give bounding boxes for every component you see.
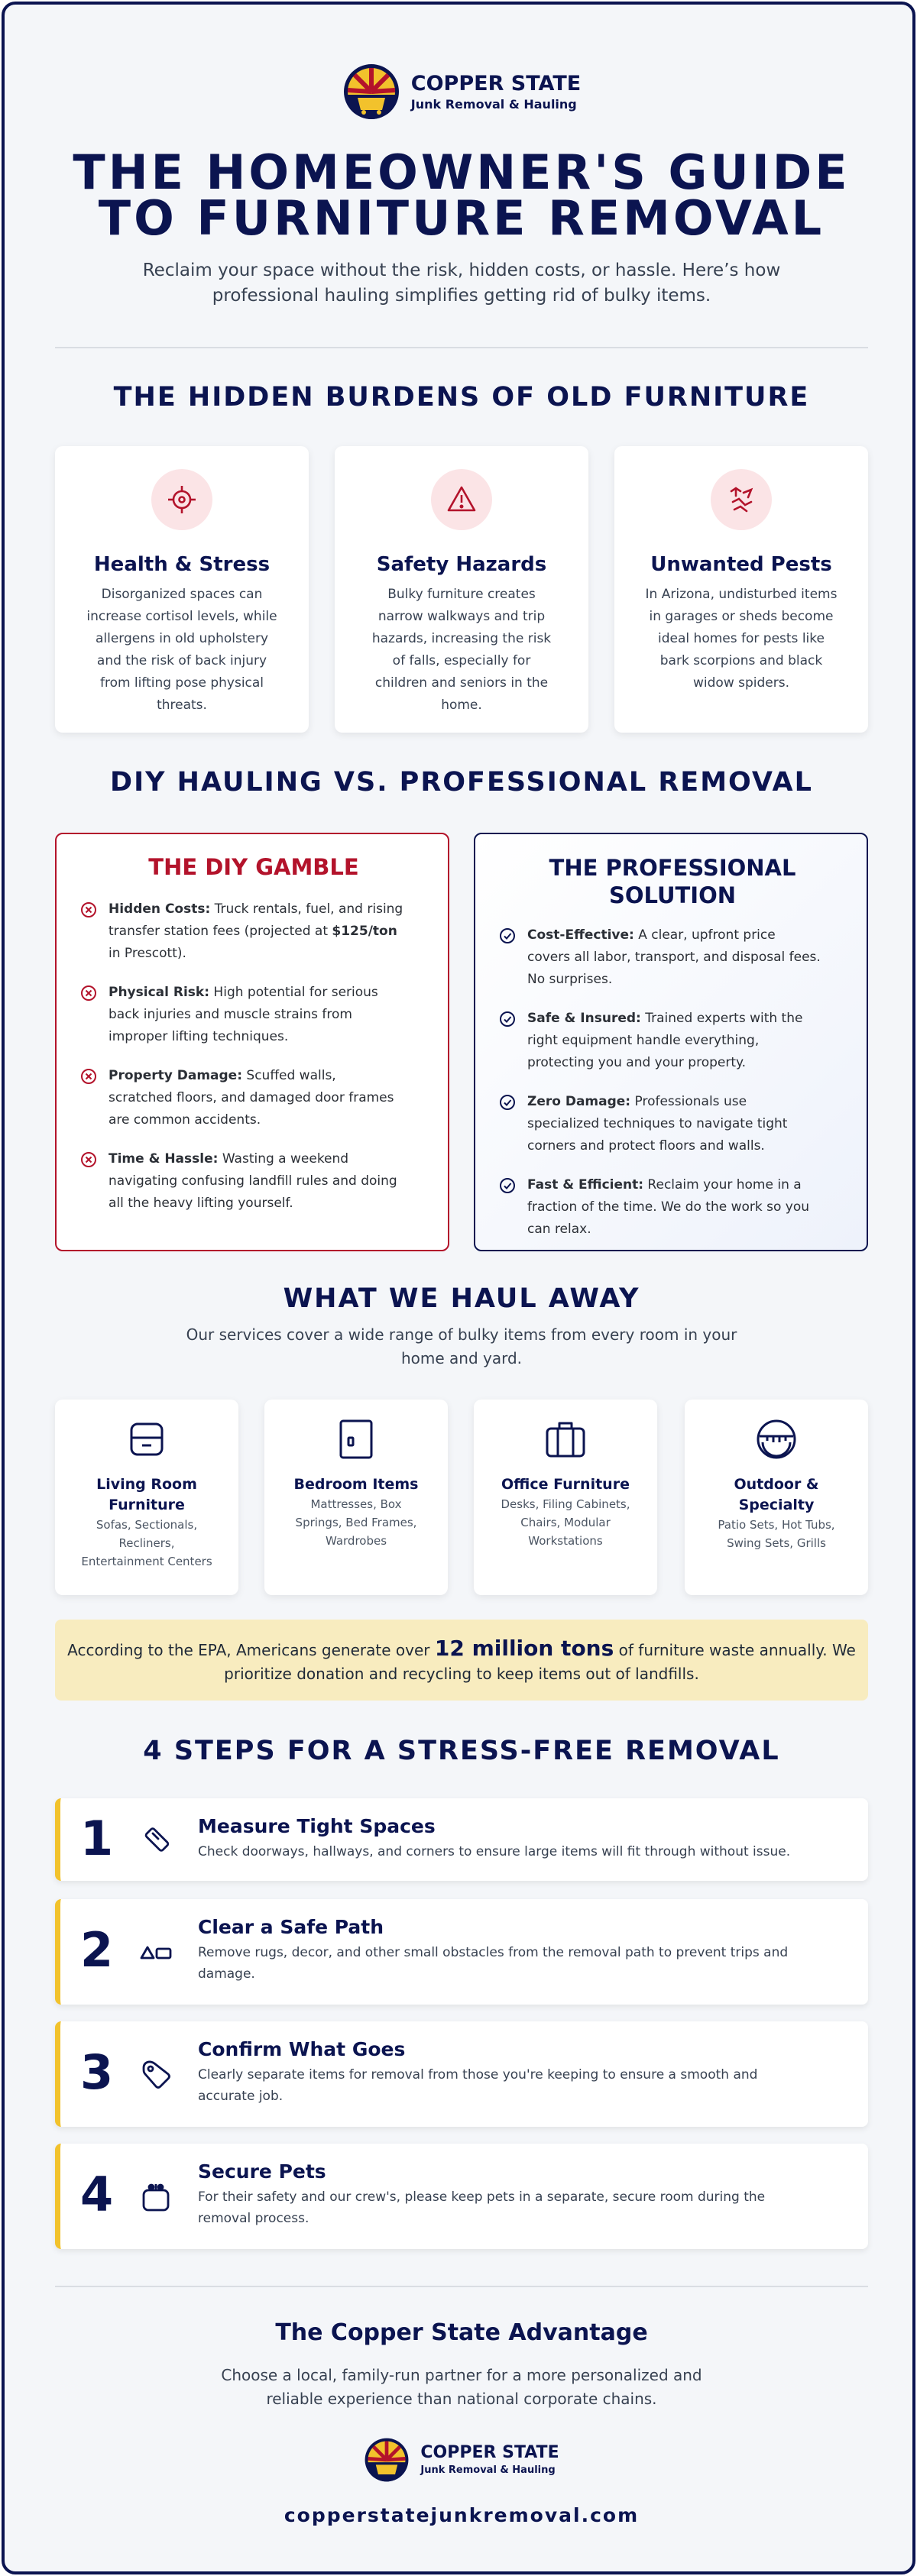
step-desc-line: Remove rugs, decor, and other small obstacles from the removal path to prevent trips and xyxy=(198,1945,789,1960)
footer-heading: The Copper State Advantage xyxy=(275,2319,648,2346)
burden-desc-line: of falls, especially for xyxy=(392,653,531,668)
haul-desc-line: Patio Sets, Hot Tubs, xyxy=(718,1518,835,1532)
epa-line1 xyxy=(55,1636,868,1662)
brand-name: COPPER STATE xyxy=(420,2443,559,2462)
comparison-heading: DIY HAULING VS. PROFESSIONAL REMOVAL xyxy=(110,767,813,798)
haul-desc-line: Swing Sets, Grills xyxy=(727,1536,826,1550)
step-card-1 xyxy=(55,1798,868,1881)
item-text: Wasting a weekend xyxy=(218,1151,349,1167)
footer-text-line: Choose a local, family-run partner for a more personalized and xyxy=(221,2366,702,2384)
item-text: fraction of the time. We do the work so you xyxy=(527,1199,810,1215)
burden-desc xyxy=(55,584,309,717)
burden-desc-line: in garages or sheds become xyxy=(649,609,834,624)
diy-list-item xyxy=(79,982,428,1048)
burdens-heading: THE HIDDEN BURDENS OF OLD FURNITURE xyxy=(113,382,810,413)
step-desc-line: damage. xyxy=(198,1966,255,1982)
burden-card-pests xyxy=(614,446,868,733)
page-title-line1: THE HOMEOWNER'S GUIDE xyxy=(73,144,851,200)
step-number: 2 xyxy=(80,1922,114,1978)
pro-list-item xyxy=(498,1091,847,1157)
haul-desc-line: Sofas, Sectionals, xyxy=(96,1518,198,1532)
hot-tub-icon xyxy=(755,1418,798,1461)
burden-title: Unwanted Pests xyxy=(650,553,832,576)
burden-desc-line: and the risk of back injury xyxy=(96,653,267,668)
haul-item-desc xyxy=(474,1495,657,1550)
x-circle-icon xyxy=(79,901,98,919)
check-circle-icon xyxy=(498,1010,517,1028)
diy-list xyxy=(79,898,428,1215)
pro-list xyxy=(498,924,847,1241)
item-text: High potential for serious xyxy=(209,985,378,1000)
burden-desc-line: increase cortisol levels, while xyxy=(86,609,277,624)
haul-item-title xyxy=(55,1474,238,1516)
burden-desc-line: hazards, increasing the risk xyxy=(371,631,552,646)
step-card-3 xyxy=(55,2021,868,2127)
step-title: Secure Pets xyxy=(198,2160,326,2183)
haul-title-line: Bedroom Items xyxy=(293,1476,419,1493)
item-label: Safe & Insured: xyxy=(527,1011,641,1026)
item-text: right equipment handle everything, xyxy=(527,1033,760,1048)
burden-card-health xyxy=(55,446,309,733)
item-text: Truck rentals, fuel, and rising xyxy=(210,901,403,917)
brand-name: COPPER STATE xyxy=(410,71,582,95)
haul-desc-line: Workstations xyxy=(528,1534,603,1548)
haul-subtitle-line1: Our services cover a wide range of bulky items from every room in your xyxy=(186,1325,737,1344)
burden-desc-line: threats. xyxy=(157,697,207,713)
step-title: Confirm What Goes xyxy=(198,2038,406,2060)
step-number: 1 xyxy=(80,1811,114,1866)
page-title-line2: TO FURNITURE REMOVAL xyxy=(98,190,825,246)
haul-item-title xyxy=(474,1474,657,1495)
diy-panel xyxy=(55,833,449,1251)
page-title xyxy=(55,144,868,246)
step-desc-line: For their safety and our crew's, please keep pets in a separate, secure room during the xyxy=(198,2189,766,2205)
step-desc xyxy=(198,1841,838,1862)
step-desc xyxy=(198,2186,838,2229)
item-text: Scuffed walls, xyxy=(242,1068,336,1083)
item-text: protecting you and your property. xyxy=(527,1055,747,1070)
haul-item-living-room xyxy=(55,1400,238,1595)
item-text: covers all labor, transport, and disposal fees. xyxy=(527,950,821,965)
brand-tagline: Junk Removal & Hauling xyxy=(410,96,577,112)
burden-desc-line: In Arizona, undisturbed items xyxy=(645,587,838,602)
haul-desc-line: Wardrobes xyxy=(325,1534,387,1548)
check-circle-icon xyxy=(498,1176,517,1195)
item-text: Professionals use xyxy=(630,1094,747,1109)
dresser-icon xyxy=(335,1418,377,1461)
item-label: Hidden Costs: xyxy=(109,901,211,917)
haul-title-line: Outdoor & xyxy=(734,1476,819,1493)
check-circle-icon xyxy=(498,1093,517,1112)
epa-highlight: 12 million tons xyxy=(434,1636,614,1661)
item-text: Reclaim your home in a xyxy=(643,1177,802,1193)
x-circle-icon xyxy=(79,1150,98,1169)
item-text: navigating confusing landfill rules and doing xyxy=(109,1173,397,1189)
haul-desc-line: Entertainment Centers xyxy=(81,1555,212,1568)
burden-title: Safety Hazards xyxy=(376,553,547,576)
item-text: can relax. xyxy=(527,1222,591,1237)
haul-desc-line: Mattresses, Box xyxy=(310,1497,402,1511)
burden-desc-line: narrow walkways and trip xyxy=(377,609,546,624)
item-text: scratched floors, and damaged door frames xyxy=(109,1090,394,1105)
footer-text xyxy=(55,2364,868,2411)
haul-desc-line: Desks, Filing Cabinets, xyxy=(501,1497,630,1511)
step-desc-line: removal process. xyxy=(198,2211,309,2226)
item-text: Trained experts with the xyxy=(640,1011,803,1026)
step-desc xyxy=(198,2064,838,2107)
burden-desc-line: Bulky furniture creates xyxy=(387,587,536,602)
burden-desc-line: children and seniors in the xyxy=(374,675,549,691)
pro-title-line1: THE PROFESSIONAL xyxy=(549,855,796,881)
item-text: all the heavy lifting yourself. xyxy=(109,1196,293,1211)
pro-list-item xyxy=(498,1174,847,1241)
burden-desc xyxy=(335,584,588,717)
haul-subtitle-line2: home and yard. xyxy=(400,1349,523,1367)
item-emphasis: $125/ton xyxy=(332,924,397,939)
burden-card-safety xyxy=(335,446,588,733)
haul-desc-line: Recliners, xyxy=(118,1536,175,1550)
shapes-icon xyxy=(137,1933,175,1971)
item-text: corners and protect floors and walls. xyxy=(527,1138,765,1154)
step-desc xyxy=(198,1942,838,1985)
step-desc-line: Check doorways, hallways, and corners to ensure large items will fit through without issue. xyxy=(198,1844,791,1859)
footer-text-line: reliable experience than national corporate chains. xyxy=(266,2390,657,2408)
step-desc-line: Clearly separate items for removal from those you're keeping to ensure a smooth and xyxy=(198,2067,758,2082)
footer-logo xyxy=(55,2437,868,2483)
pro-list-item xyxy=(498,1008,847,1074)
item-label: Cost-Effective: xyxy=(527,927,634,943)
burden-desc xyxy=(614,584,868,694)
haul-item-title xyxy=(264,1474,448,1495)
step-number: 4 xyxy=(80,2167,114,2222)
diy-list-item xyxy=(79,1148,428,1215)
footer-divider xyxy=(55,2286,868,2287)
burden-title: Health & Stress xyxy=(93,553,271,576)
haul-title-line: Office Furniture xyxy=(501,1476,630,1493)
copper-state-logo-icon xyxy=(342,63,400,121)
haul-title-line: Living Room xyxy=(96,1476,197,1493)
pro-panel xyxy=(474,833,868,1251)
item-text: back injuries and muscle strains from xyxy=(109,1007,352,1022)
step-title: Clear a Safe Path xyxy=(198,1916,384,1938)
burden-desc-line: ideal homes for pests like xyxy=(658,631,825,646)
burden-desc-line: allergens in old upholstery xyxy=(95,631,268,646)
haul-title-line: Specialty xyxy=(738,1497,815,1513)
step-desc-line: accurate job. xyxy=(198,2089,284,2104)
item-text: specialized techniques to navigate tight xyxy=(527,1116,788,1131)
item-label: Zero Damage: xyxy=(527,1094,631,1109)
pet-carrier-icon xyxy=(137,2177,175,2215)
item-label: Physical Risk: xyxy=(109,985,210,1000)
item-text: transfer station fees (projected at xyxy=(109,924,332,939)
haul-item-desc xyxy=(55,1516,238,1571)
step-card-4 xyxy=(55,2144,868,2249)
pro-title xyxy=(498,854,847,909)
header-logo xyxy=(55,63,868,121)
haul-item-desc xyxy=(264,1495,448,1550)
x-circle-icon xyxy=(79,1067,98,1086)
burden-desc-line: widow spiders. xyxy=(693,675,789,691)
epa-text: of furniture waste annually. We xyxy=(614,1641,856,1659)
diy-title: THE DIY GAMBLE xyxy=(148,854,359,880)
pro-title-line2: SOLUTION xyxy=(608,882,737,908)
item-text: in Prescott). xyxy=(109,946,186,961)
haul-item-desc xyxy=(685,1516,868,1552)
haul-title-line: Furniture xyxy=(109,1497,185,1513)
haul-item-outdoor xyxy=(685,1400,868,1595)
haul-item-bedroom xyxy=(264,1400,448,1595)
step-card-2 xyxy=(55,1899,868,2005)
haul-subtitle xyxy=(55,1323,868,1371)
haul-desc-line: Springs, Bed Frames, xyxy=(295,1516,417,1529)
warning-icon xyxy=(431,469,492,530)
tag-icon xyxy=(137,2055,175,2093)
page-subtitle-line2: professional hauling simplifies getting rid of bulky items. xyxy=(212,286,711,306)
step-title: Measure Tight Spaces xyxy=(198,1815,436,1837)
item-label: Time & Hassle: xyxy=(109,1151,219,1167)
step-number: 3 xyxy=(80,2044,114,2100)
burden-desc-line: home. xyxy=(441,697,482,713)
epa-text: According to the EPA, Americans generate over xyxy=(67,1641,435,1659)
item-text: improper lifting techniques. xyxy=(109,1029,289,1044)
haul-heading: WHAT WE HAUL AWAY xyxy=(283,1283,640,1314)
epa-callout xyxy=(55,1620,868,1701)
page-subtitle-line1: Reclaim your space without the risk, hidden costs, or hassle. Here’s how xyxy=(142,261,781,280)
burden-desc-line: Disorganized spaces can xyxy=(101,587,263,602)
target-icon xyxy=(151,469,212,530)
page-subtitle xyxy=(55,258,868,309)
copper-state-logo-icon xyxy=(364,2437,410,2483)
haul-item-office xyxy=(474,1400,657,1595)
epa-line2: prioritize donation and recycling to keep items out of landfills. xyxy=(224,1665,699,1683)
x-circle-icon xyxy=(79,984,98,1002)
briefcase-icon xyxy=(544,1418,587,1461)
item-text: A clear, upfront price xyxy=(633,927,776,943)
diy-list-item xyxy=(79,1065,428,1131)
burden-desc-line: bark scorpions and black xyxy=(659,653,823,668)
brand-tagline: Junk Removal & Hauling xyxy=(420,2464,556,2476)
sofa-icon xyxy=(125,1418,168,1461)
diy-list-item xyxy=(79,898,428,965)
item-label: Fast & Efficient: xyxy=(527,1177,644,1193)
check-circle-icon xyxy=(498,927,517,945)
haul-item-title xyxy=(685,1474,868,1516)
tape-measure-icon xyxy=(137,1820,175,1859)
haul-grid xyxy=(55,1400,868,1595)
item-text: No surprises. xyxy=(527,972,613,987)
pest-icon xyxy=(711,469,772,530)
haul-desc-line: Chairs, Modular xyxy=(520,1516,611,1529)
infographic-frame xyxy=(2,2,915,2574)
divider xyxy=(55,347,868,348)
item-label: Property Damage: xyxy=(109,1068,242,1083)
pro-list-item xyxy=(498,924,847,991)
burden-desc-line: from lifting pose physical xyxy=(99,675,264,691)
website-link[interactable]: copperstatejunkremoval.com xyxy=(284,2504,640,2526)
item-text: are common accidents. xyxy=(109,1112,261,1128)
steps-heading: 4 STEPS FOR A STRESS-FREE REMOVAL xyxy=(143,1736,780,1766)
